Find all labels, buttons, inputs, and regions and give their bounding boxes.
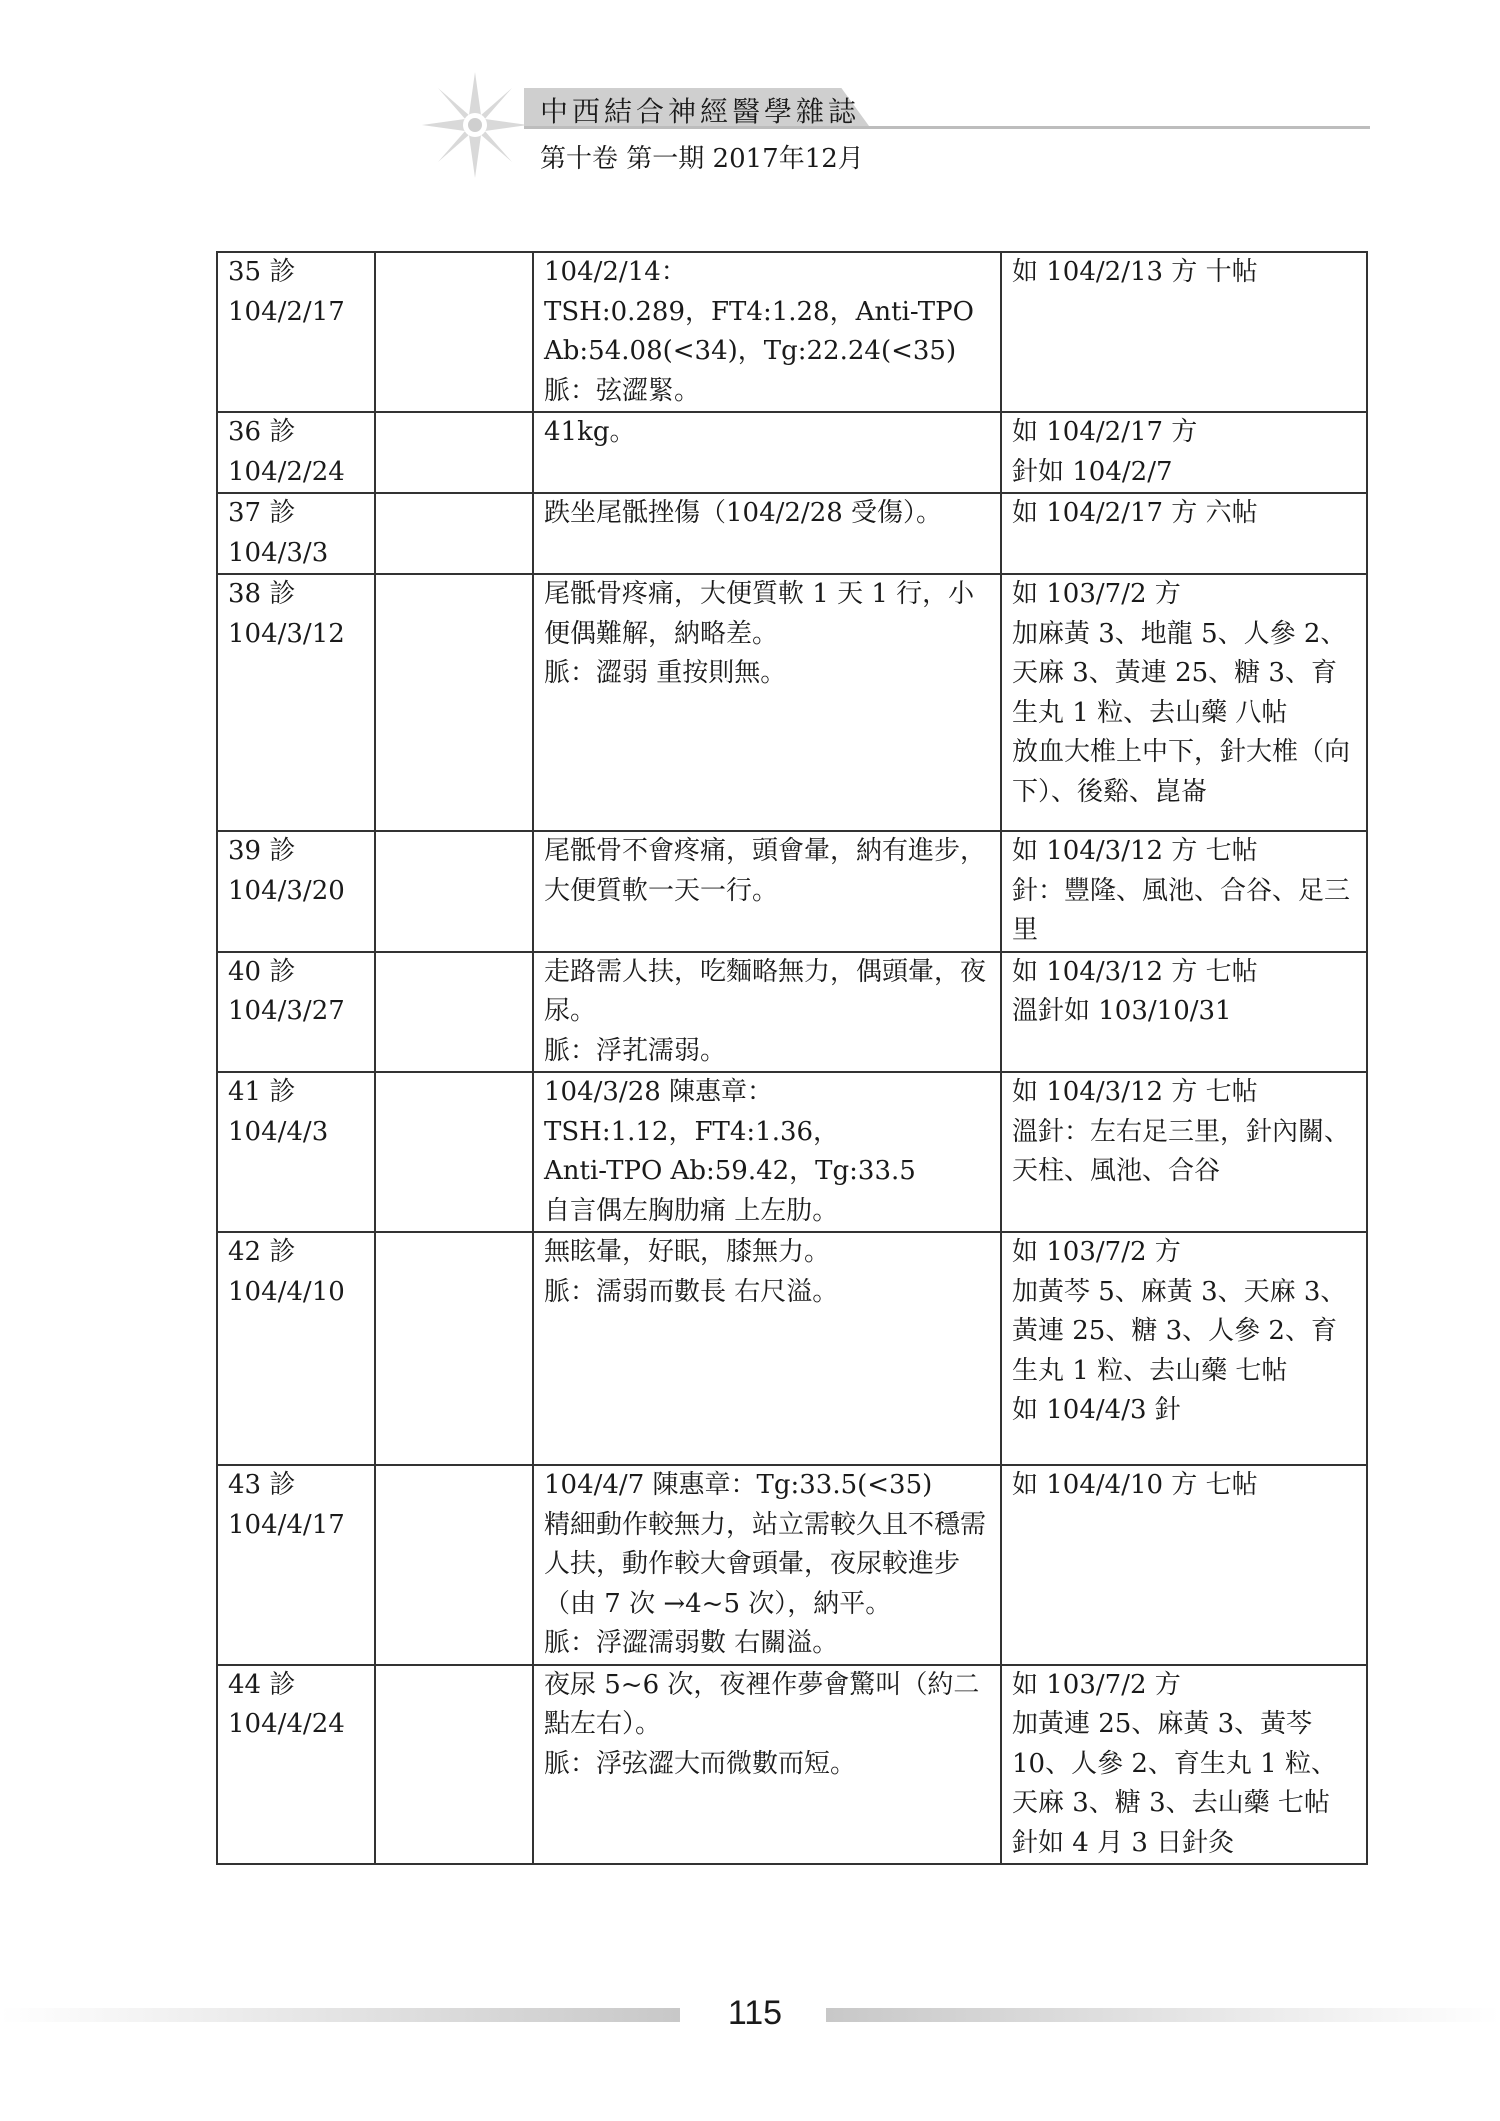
empty-cell [375,574,533,831]
empty-cell [375,952,533,1073]
treatment-cell: 如 104/3/12 方 七帖 溫針：左右足三里，針內關、天柱、風池、合谷 [1001,1072,1367,1232]
visit-cell: 44 診 104/4/24 [217,1665,375,1865]
visit-cell: 40 診 104/3/27 [217,952,375,1073]
table-row [217,412,1367,493]
treatment-record-table [216,251,1368,1865]
findings-cell: 104/3/28 陳惠章： TSH:1.12，FT4:1.36， Anti-TPO Ab:59.42，Tg:33.5 自言偶左胸肋痛 上左肋。 [533,1072,1001,1232]
empty-cell [375,1665,533,1865]
treatment-cell: 如 104/2/17 方 六帖 [1001,493,1367,574]
table-row [217,574,1367,831]
table-row [217,831,1367,952]
table-row [217,952,1367,1073]
treatment-cell: 如 104/3/12 方 七帖 針：豐隆、風池、合谷、足三里 [1001,831,1367,952]
findings-cell: 41kg。 [533,412,1001,493]
findings-cell: 夜尿 5~6 次，夜裡作夢會驚叫（約二點左右）。 脈：浮弦澀大而微數而短。 [533,1665,1001,1865]
visit-cell: 36 診 104/2/24 [217,412,375,493]
table-row [217,1072,1367,1232]
empty-cell [375,412,533,493]
table-row [217,1665,1367,1865]
findings-cell: 無眩暈，好眠，膝無力。 脈：濡弱而數長 右尺溢。 [533,1232,1001,1465]
journal-issue: 第十卷 第一期 2017年12月 [540,144,864,174]
table-row [217,1465,1367,1665]
journal-star-logo-icon [420,70,530,180]
treatment-cell: 如 103/7/2 方 加黃芩 5、麻黃 3、天麻 3、黃連 25、糖 3、人參 2、育生丸 1 粒、去山藥 七帖 如 104/4/3 針 [1001,1232,1367,1465]
findings-cell: 尾骶骨疼痛，大便質軟 1 天 1 行，小便偶難解，納略差。 脈：澀弱 重按則無。 [533,574,1001,831]
treatment-cell: 如 103/7/2 方 加麻黃 3、地龍 5、人參 2、天麻 3、黃連 25、糖 3、育生丸 1 粒、去山藥 八帖 放血大椎上中下，針大椎（向下）、後谿、崑崙 [1001,574,1367,831]
findings-cell: 尾骶骨不會疼痛，頭會暈，納有進步，大便質軟一天一行。 [533,831,1001,952]
empty-cell [375,1072,533,1232]
journal-title: 中西結合神經醫學雜誌 [540,95,861,128]
visit-cell: 39 診 104/3/20 [217,831,375,952]
findings-cell: 走路需人扶，吃麵略無力，偶頭暈，夜尿。 脈：浮芤濡弱。 [533,952,1001,1073]
visit-cell: 37 診 104/3/3 [217,493,375,574]
footer-bar-left [0,2008,680,2022]
findings-cell: 104/2/14： TSH:0.289，FT4:1.28，Anti-TPO Ab:54.08(<34)，Tg:22.24(<35) 脈：弦澀緊。 [533,252,1001,412]
treatment-cell: 如 104/2/17 方 針如 104/2/7 [1001,412,1367,493]
visit-cell: 38 診 104/3/12 [217,574,375,831]
findings-cell: 104/4/7 陳惠章：Tg:33.5(<35) 精細動作較無力，站立需較久且不穩需人扶，動作較大會頭暈，夜尿較進步（由 7 次 →4~5 次），納平。 脈：浮澀濡弱數 右關溢。 [533,1465,1001,1665]
findings-cell: 跌坐尾骶挫傷（104/2/28 受傷）。 [533,493,1001,574]
treatment-cell: 如 104/2/13 方 十帖 [1001,252,1367,412]
table-row [217,1232,1367,1465]
treatment-cell: 如 103/7/2 方 加黃連 25、麻黃 3、黃芩 10、人參 2、育生丸 1 粒、天麻 3、糖 3、去山藥 七帖 針如 4 月 3 日針灸 [1001,1665,1367,1865]
treatment-cell: 如 104/3/12 方 七帖 溫針如 103/10/31 [1001,952,1367,1073]
visit-cell: 35 診 104/2/17 [217,252,375,412]
visit-cell: 42 診 104/4/10 [217,1232,375,1465]
table-row [217,493,1367,574]
empty-cell [375,831,533,952]
footer-bar-right [826,2008,1500,2022]
empty-cell [375,1232,533,1465]
empty-cell [375,493,533,574]
table-row [217,252,1367,412]
empty-cell [375,252,533,412]
empty-cell [375,1465,533,1665]
treatment-cell: 如 104/4/10 方 七帖 [1001,1465,1367,1665]
visit-cell: 43 診 104/4/17 [217,1465,375,1665]
page-number: 115 [727,1994,783,2032]
visit-cell: 41 診 104/4/3 [217,1072,375,1232]
